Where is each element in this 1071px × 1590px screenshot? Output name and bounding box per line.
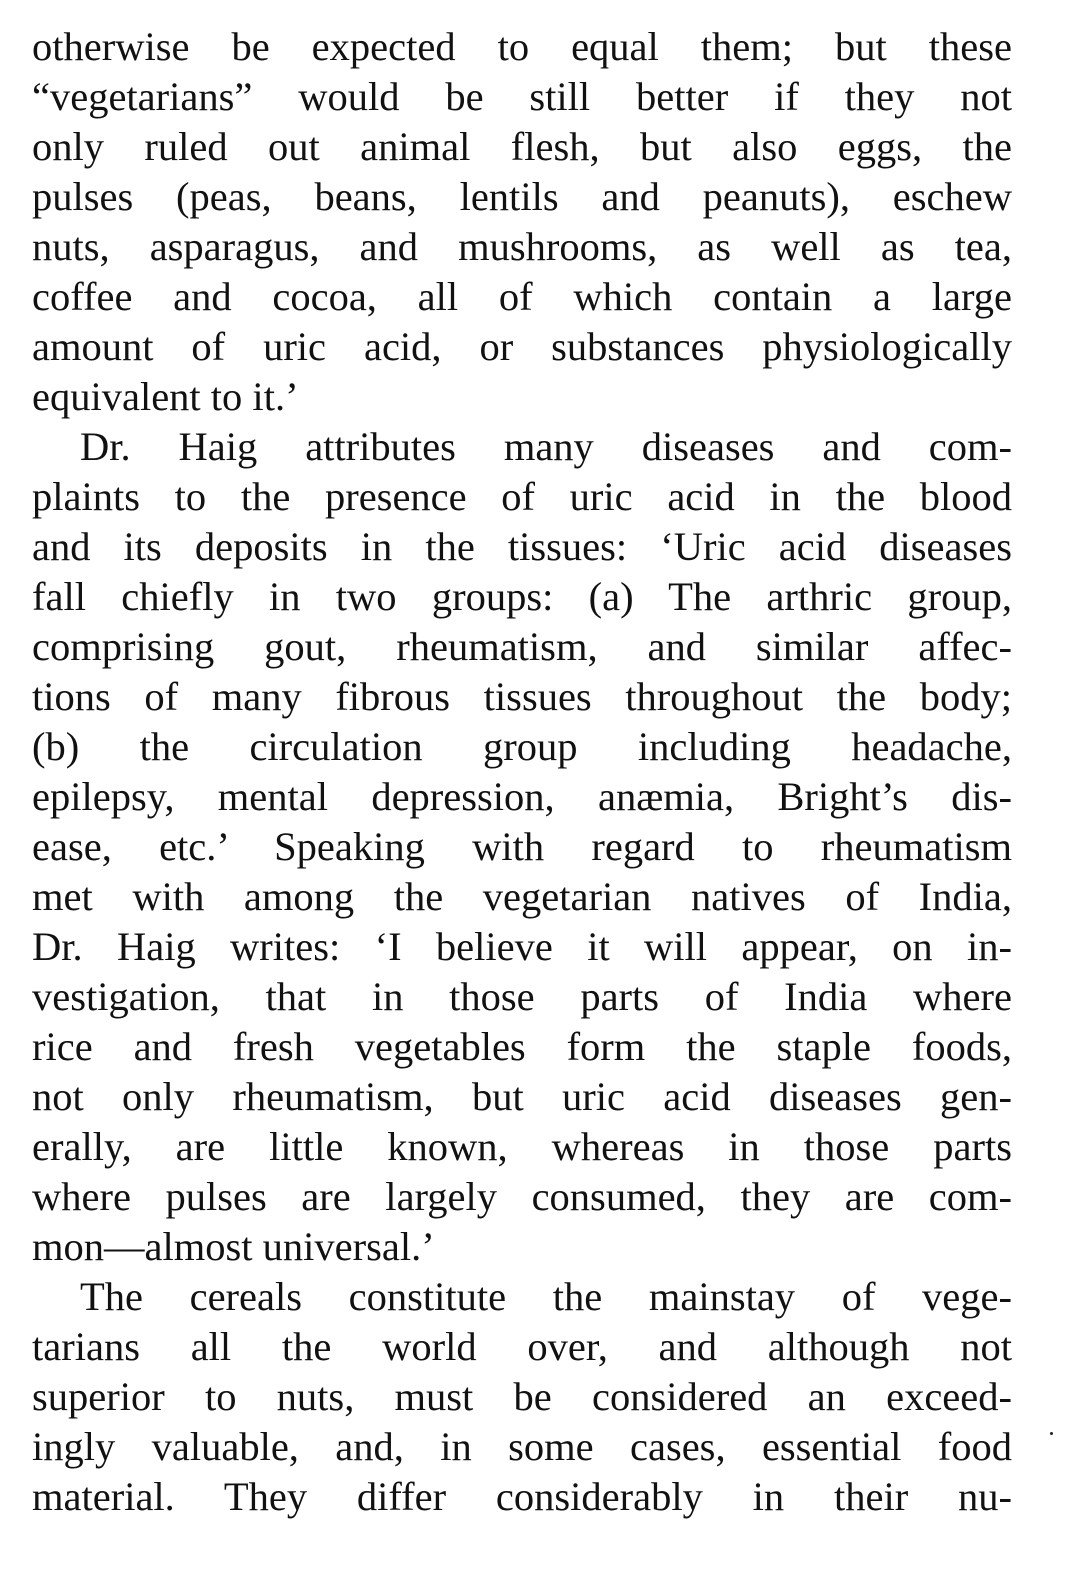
paragraph xyxy=(32,422,1012,1272)
text-line: tarians all the world over, and although not xyxy=(32,1324,1012,1369)
text-line: material. They differ considerably in their nu- xyxy=(32,1474,1012,1519)
text-line: tions of many fibrous tissues throughout the body; xyxy=(32,674,1012,719)
text-line: vestigation, that in those parts of India where xyxy=(32,974,1012,1019)
text-line: nuts, asparagus, and mushrooms, as well as tea, xyxy=(32,224,1012,269)
text-line: mon—almost universal.’ xyxy=(32,1224,435,1269)
text-line: amount of uric acid, or substances physiologically xyxy=(32,324,1012,369)
text-line: (b) the circulation group including headache, xyxy=(32,724,1012,769)
page-text xyxy=(32,22,1012,1522)
text-line: not only rheumatism, but uric acid diseases gen- xyxy=(32,1074,1012,1119)
paragraph xyxy=(32,1272,1012,1522)
text-line: met with among the vegetarian natives of India, xyxy=(32,874,1012,919)
text-line: and its deposits in the tissues: ‘Uric acid diseases xyxy=(32,524,1012,569)
text-line: The cereals constitute the mainstay of vege- xyxy=(80,1274,1012,1319)
text-line: fall chiefly in two groups: (a) The arthric group, xyxy=(32,574,1012,619)
margin-speck xyxy=(1050,1432,1053,1435)
text-line: ease, etc.’ Speaking with regard to rheumatism xyxy=(32,824,1012,869)
text-line: where pulses are largely consumed, they are com- xyxy=(32,1174,1012,1219)
text-line: erally, are little known, whereas in those parts xyxy=(32,1124,1012,1169)
text-line: rice and fresh vegetables form the staple foods, xyxy=(32,1024,1012,1069)
text-line: otherwise be expected to equal them; but these xyxy=(32,24,1012,69)
paragraph xyxy=(32,22,1012,422)
text-line: plaints to the presence of uric acid in the blood xyxy=(32,474,1012,519)
text-line: epilepsy, mental depression, anæmia, Bright’s dis- xyxy=(32,774,1012,819)
text-line: comprising gout, rheumatism, and similar affec- xyxy=(32,624,1012,669)
text-line: Dr. Haig attributes many diseases and com- xyxy=(80,424,1012,469)
text-line: equivalent to it.’ xyxy=(32,374,299,419)
text-line: pulses (peas, beans, lentils and peanuts), eschew xyxy=(32,174,1012,219)
text-line: ingly valuable, and, in some cases, essential food xyxy=(32,1424,1012,1469)
text-line: coffee and cocoa, all of which contain a large xyxy=(32,274,1012,319)
text-line: Dr. Haig writes: ‘I believe it will appear, on in- xyxy=(32,924,1012,969)
text-line: superior to nuts, must be considered an exceed- xyxy=(32,1374,1012,1419)
text-line: only ruled out animal flesh, but also eggs, the xyxy=(32,124,1012,169)
text-line: “vegetarians” would be still better if they not xyxy=(32,74,1012,119)
